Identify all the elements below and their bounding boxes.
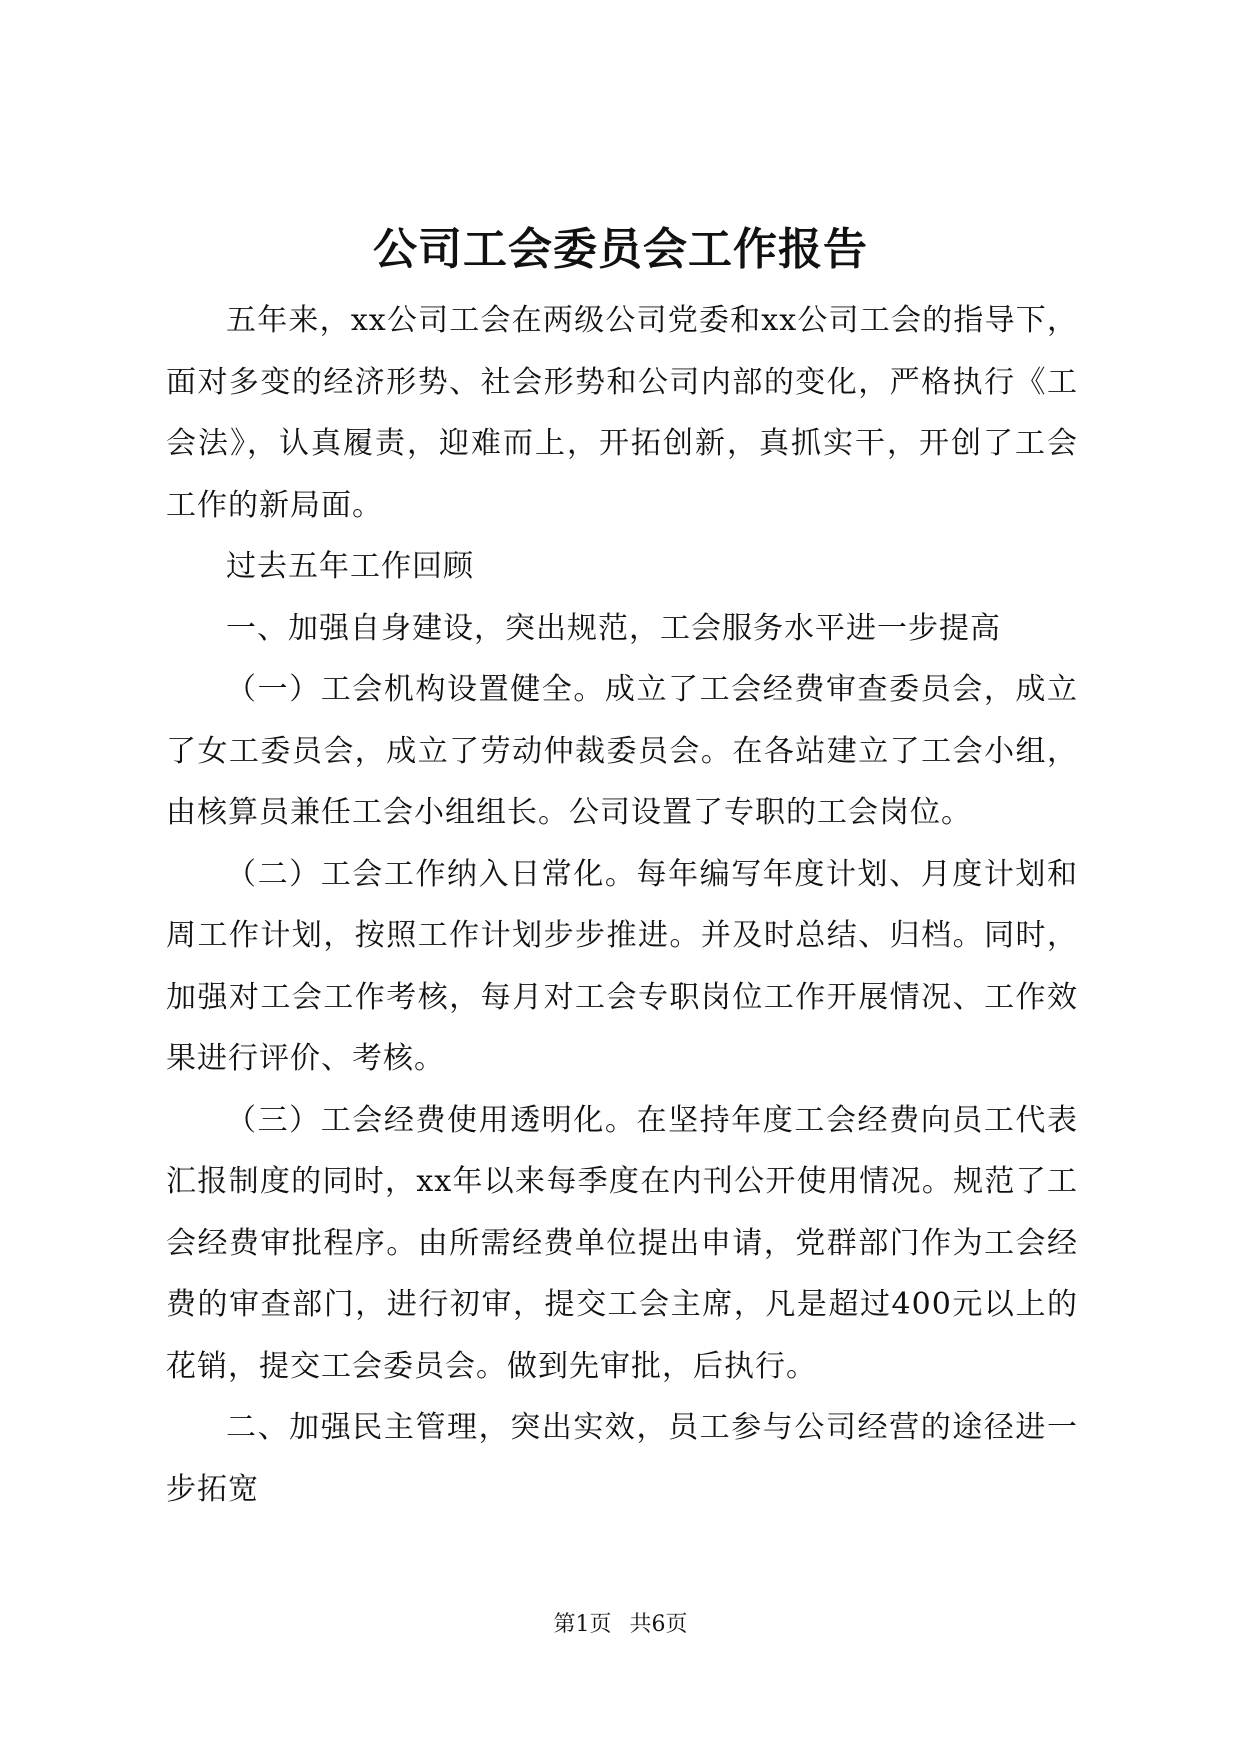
paragraph-item-three: （三）工会经费使用透明化。在坚持年度工会经费向员工代表汇报制度的同时，xx年以来每季度在内刊公开使用情况。规范了工会经费审批程序。由所需经费单位提出申请，党群部门作为工会经费的审查部门，进行初审，提交工会主席，凡是超过400元以上的花销，提交工会委员会。做到先审批，后执行。 xyxy=(166,1102,1078,1384)
paragraph-section-one-heading: 一、加强自身建设，突出规范，工会服务水平进一步提高 xyxy=(226,610,1001,646)
page-total: 共6页 xyxy=(629,1612,688,1637)
paragraph-item-one: （一）工会机构设置健全。成立了工会经费审查委员会，成立了女工委员会，成立了劳动仲裁委员会。在各站建立了工会小组，由核算员兼任工会小组组长。公司设置了专职的工会岗位。 xyxy=(166,672,1078,830)
paragraph-intro: 五年来，xx公司工会在两级公司党委和xx公司工会的指导下，面对多变的经济形势、社会形势和公司内部的变化，严格执行《工会法》，认真履责，迎难而上，开拓创新，真抓实干，开创了工会工作的新局面。 xyxy=(166,303,1078,523)
document-body xyxy=(166,290,1078,1520)
paragraph-section-two-heading: 二、加强民主管理，突出实效，员工参与公司经营的途径进一步拓宽 xyxy=(166,1410,1078,1507)
document-title: 公司工会委员会工作报告 xyxy=(373,224,868,275)
page-number: 第1页 xyxy=(553,1612,612,1637)
page-footer xyxy=(0,1610,1241,1640)
paragraph-item-two: （二）工会工作纳入日常化。每年编写年度计划、月度计划和周工作计划，按照工作计划步步推进。并及时总结、归档。同时，加强对工会工作考核，每月对工会专职岗位工作开展情况、工作效果进行评价、考核。 xyxy=(166,856,1078,1076)
paragraph-review-heading: 过去五年工作回顾 xyxy=(226,549,474,584)
